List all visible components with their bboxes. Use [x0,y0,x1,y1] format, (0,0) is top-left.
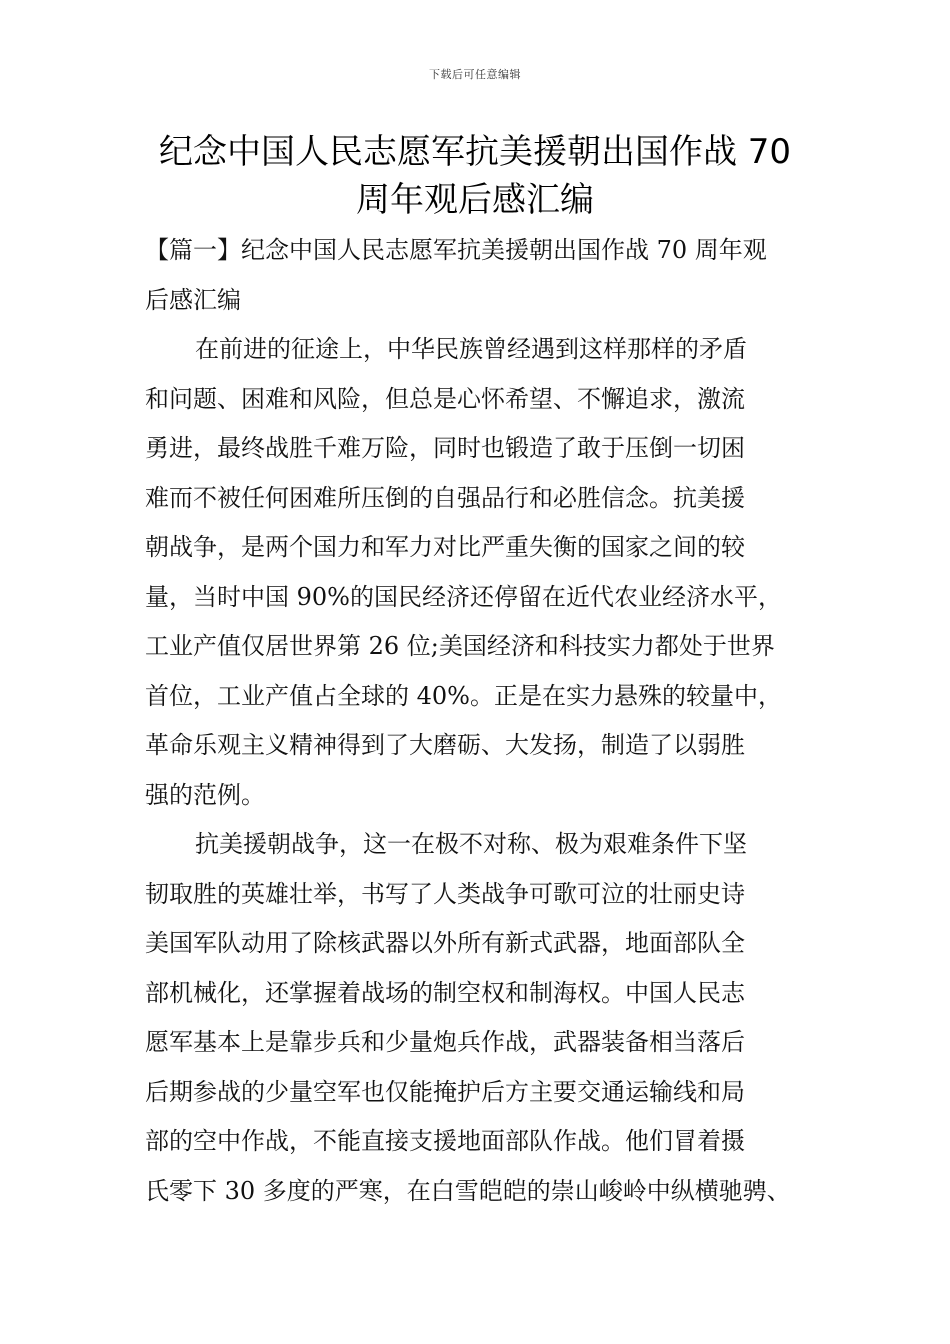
text-line: 愿军基本上是靠步兵和少量炮兵作战，武器装备相当落后 [145,1028,745,1056]
title-line-2: 周年观后感汇编 [356,180,594,220]
header-note: 下载后可任意编辑 [429,68,521,81]
text-line: 强的范例。 [145,780,265,809]
title-line-1: 纪念中国人民志愿军抗美援朝出国作战 70 [158,132,792,172]
text-line: 美国军队动用了除核武器以外所有新式武器，地面部队全 [145,929,745,957]
text-line: 量，当时中国 90%的国民经济还停留在近代农业经济水平， [145,582,782,611]
text-line: 韧取胜的英雄壮举，书写了人类战争可歌可泣的壮丽史诗 [145,879,745,908]
text-line: 和问题、困难和风险，但总是心怀希望、不懈追求，激流 [145,384,745,413]
text-line: 部的空中作战，不能直接支援地面部队作战。他们冒着摄 [145,1127,745,1155]
document-body [145,226,825,1216]
paragraph-start-line: 在前进的征途上，中华民族曾经遇到这样那样的矛盾 [195,335,747,363]
document-title [120,128,830,224]
text-line: 朝战争，是两个国力和军力对比严重失衡的国家之间的较 [145,533,745,561]
text-line: 勇进，最终战胜千难万险，同时也锻造了敢于压倒一切困 [145,434,745,462]
paragraph-start-line: 抗美援朝战争，这一在极不对称、极为艰难条件下坚 [195,830,747,858]
text-line: 【篇一】纪念中国人民志愿军抗美援朝出国作战 70 周年观 [145,236,767,264]
text-line: 工业产值仅居世界第 26 位;美国经济和科技实力都处于世界 [145,632,775,660]
text-line: 难而不被任何困难所压倒的自强品行和必胜信念。抗美援 [145,483,745,512]
text-line: 首位，工业产值占全球的 40%。正是在实力悬殊的较量中， [145,681,782,710]
text-line: 氏零下 30 多度的严寒，在白雪皑皑的崇山峻岭中纵横驰骋、 [145,1176,791,1205]
text-line: 后感汇编 [145,285,241,314]
text-line: 部机械化，还掌握着战场的制空权和制海权。中国人民志 [145,978,745,1007]
text-line: 后期参战的少量空军也仅能掩护后方主要交通运输线和局 [145,1077,745,1106]
text-line: 革命乐观主义精神得到了大磨砺、大发扬，制造了以弱胜 [145,731,745,759]
